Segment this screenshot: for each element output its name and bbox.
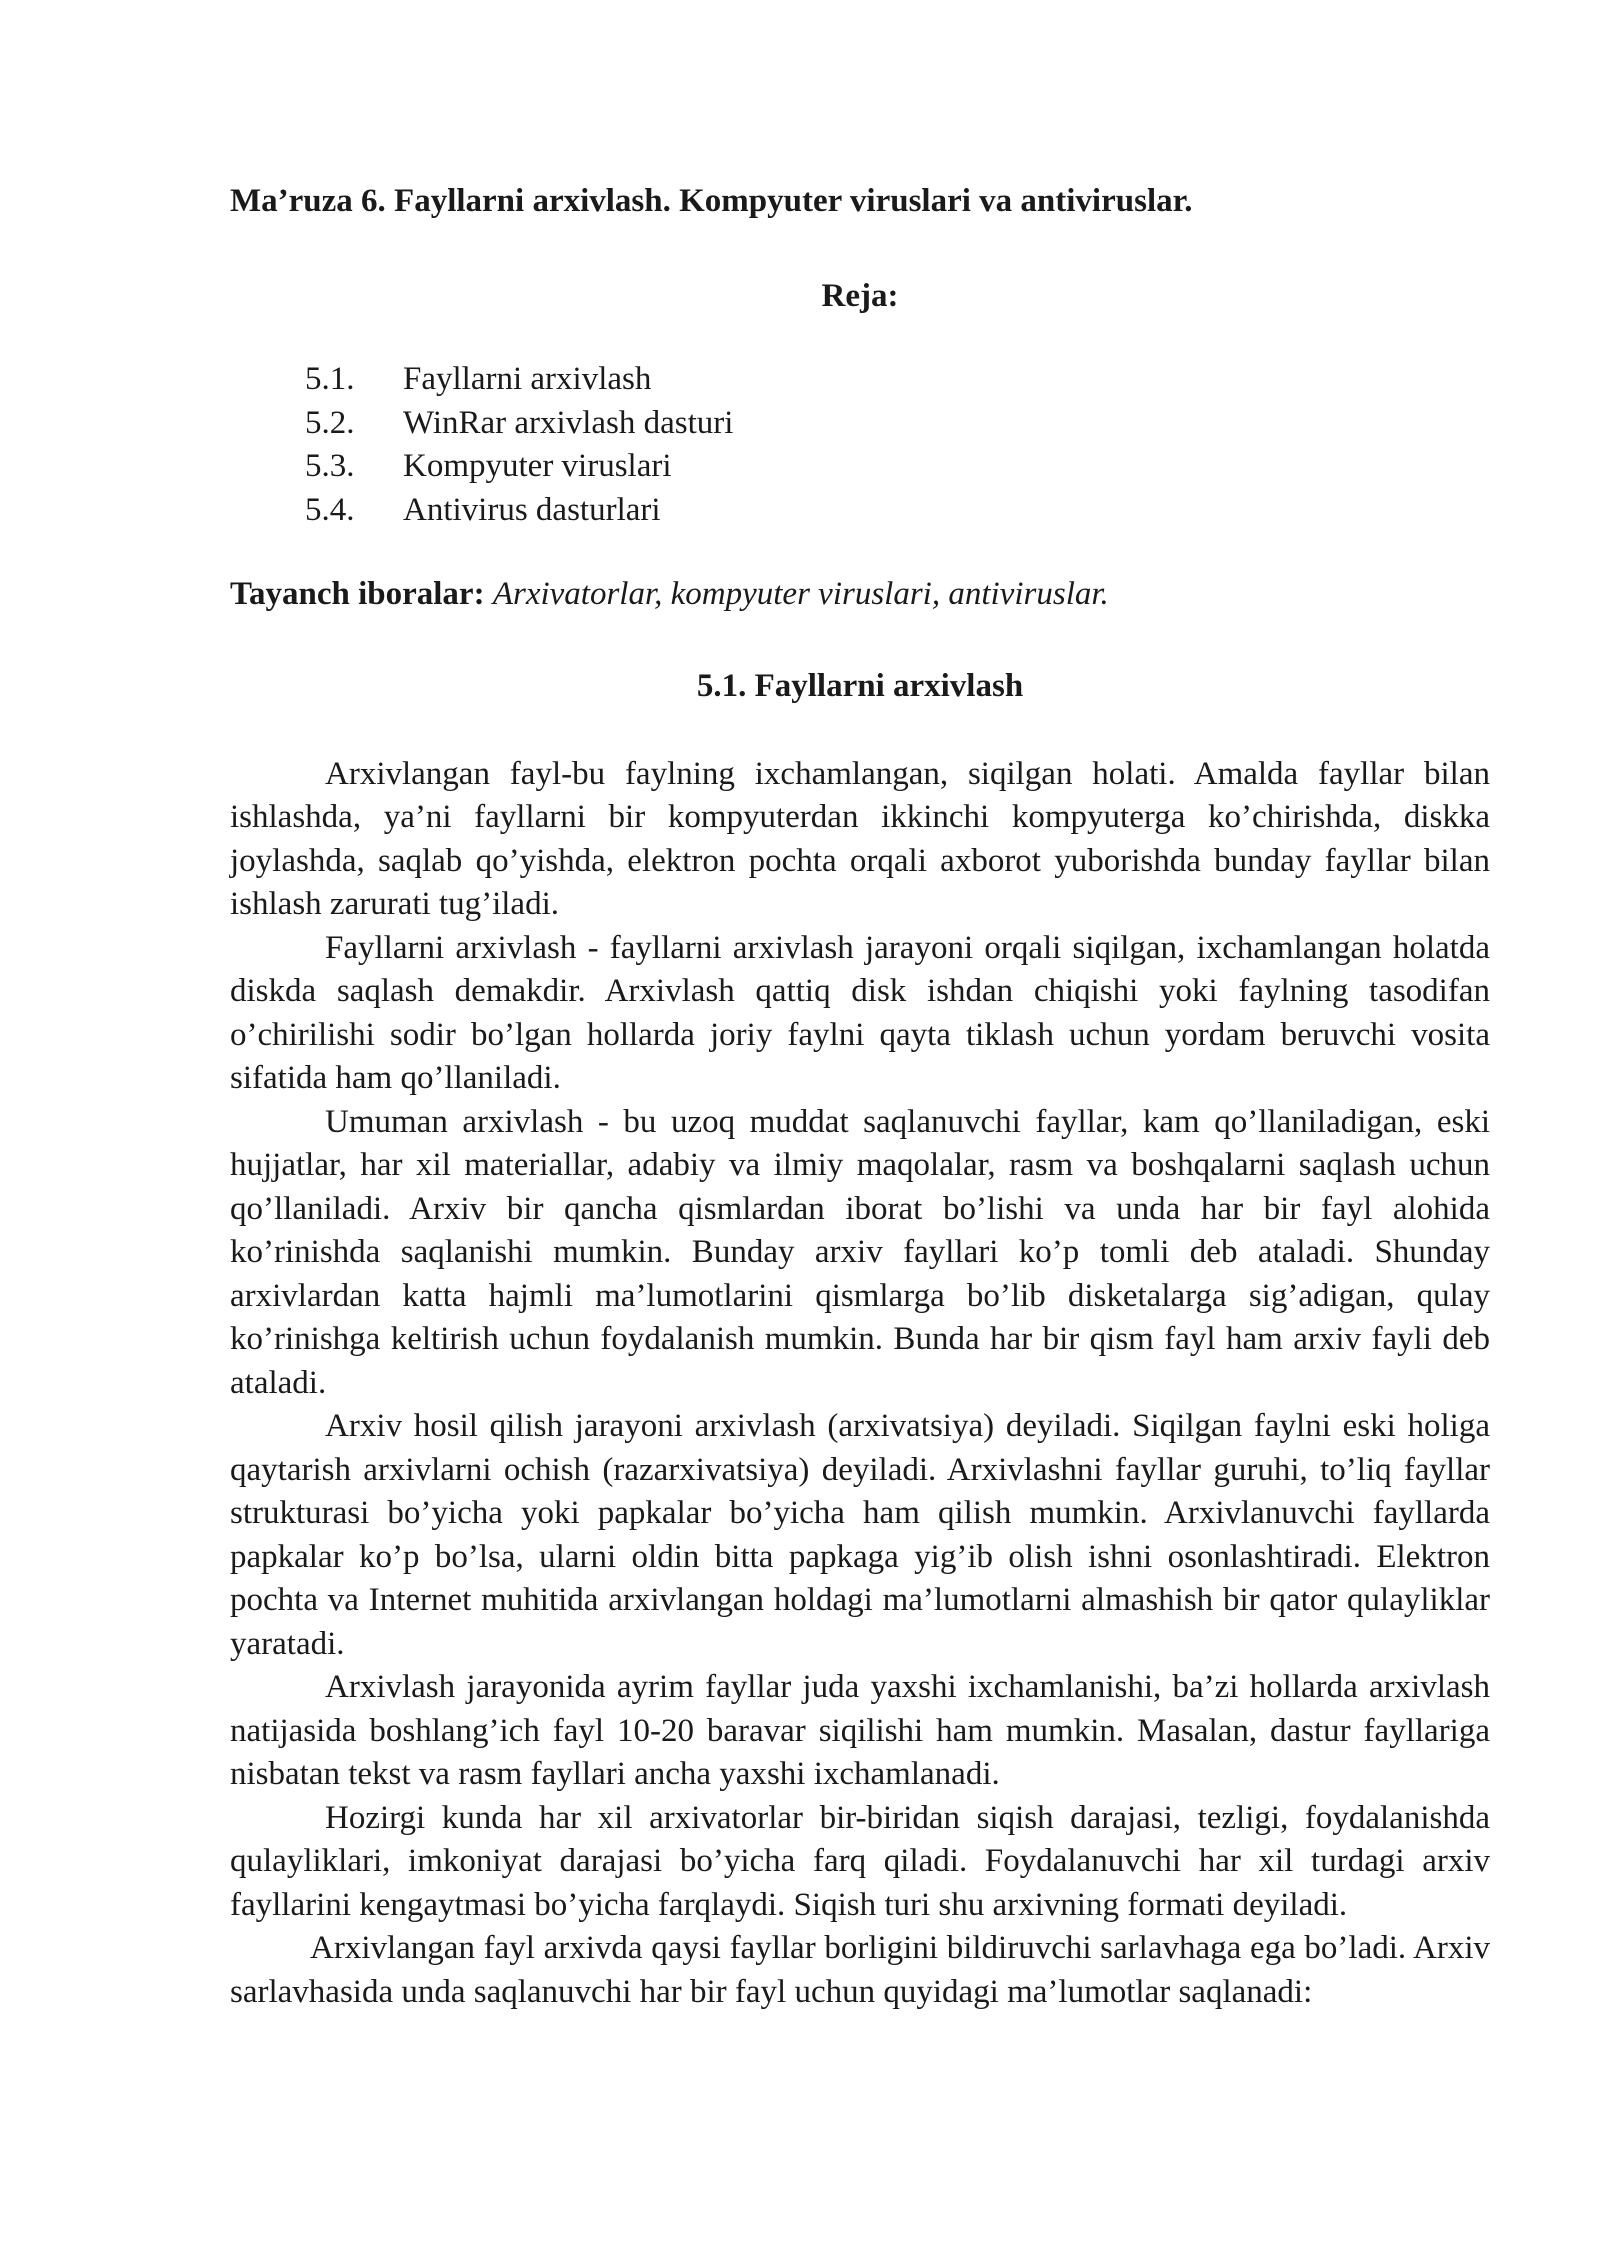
paragraph: Arxiv hosil qilish jarayoni arxivlash (arxivatsiya) deyiladi. Siqilgan faylni eski holiga qaytarish arxivlarni ochish (razarxivatsiya) deyiladi. Arxivlashni fayllar guruhi, to’liq fayllar strukturasi bo’yicha yoki papkalar bo’yicha ham qilish mumkin. Arxivlanuvchi fayllarda papkalar ko’p bo’lsa, ularni oldin bitta papkaga yig’ib olish ishni osonlashtiradi. Elektron pochta va Internet muhitida arxivlangan holdagi ma’lumotlarni almashish bir qator qulayliklar yaratadi. (230, 1408, 1490, 1662)
keywords-label: Tayanch iboralar: (230, 576, 485, 612)
keywords-line (230, 573, 1490, 617)
plan-item (230, 402, 1490, 446)
plan-item-number: 5.3. (305, 448, 355, 484)
plan-list (230, 358, 1490, 532)
keywords-text: Arxivatorlar, kompyuter viruslari, antiviruslar. (492, 576, 1109, 612)
plan-item (230, 445, 1490, 489)
plan-item-label: Antivirus dasturlari (403, 491, 661, 528)
body-text (230, 753, 1490, 2015)
plan-item-number: 5.2. (305, 404, 355, 441)
plan-item-number: 5.4. (305, 491, 355, 528)
plan-item-number: 5.1. (305, 361, 355, 397)
paragraph: Umuman arxivlash - bu uzoq muddat saqlanuvchi fayllar, kam qo’llaniladigan, eski hujjatlar, har xil materiallar, adabiy va ilmiy maqolalar, rasm va boshqalarni saqlash uchun qo’llaniladi. Arxiv bir qancha qismlardan iborat bo’lishi va unda har bir fayl alohida ko’rinishda saqlanishi mumkin. Bunday arxiv fayllari ko’p tomli deb ataladi. Shunday arxivlardan katta hajmli ma’lumotlarini qismlarga bo’lib disketalarga sig’adigan, qulay ko’rinishga keltirish uchun foydalanish mumkin. Bunda har bir qism fayl ham arxiv fayli deb ataladi. (230, 1103, 1490, 1401)
plan-item-label: WinRar arxivlash dasturi (403, 404, 734, 441)
plan-item (230, 489, 1490, 533)
plan-item-label: Fayllarni arxivlash (403, 361, 652, 397)
document-page (230, 180, 1490, 2014)
plan-item-label: Kompyuter viruslari (403, 448, 672, 484)
paragraph: Hozirgi kunda har xil arxivatorlar bir-biridan siqish darajasi, tezligi, foydalanishda qulayliklari, imkoniyat darajasi bo’yicha farq qiladi. Foydalanuvchi har xil turdagi arxiv fayllarini kengaytmasi bo’yicha farqlaydi. Siqish turi shu arxivning formati deyiladi. (230, 1799, 1490, 1923)
plan-heading: Reja: (821, 278, 899, 314)
paragraph: Arxivlash jarayonida ayrim fayllar juda yaxshi ixchamlanishi, ba’zi hollarda arxivlash natijasida boshlang’ich fayl 10-20 baravar siqilishi ham mumkin. Masalan, dastur fayllariga nisbatan tekst va rasm fayllari ancha yaxshi ixchamlanadi. (230, 1669, 1490, 1792)
paragraph: Arxivlangan fayl-bu faylning ixchamlangan, siqilgan holati. Amalda fayllar bilan ishlashda, ya’ni fayllarni bir kompyuterdan ikkinchi kompyuterga ko’chirishda, diskka joylashda, saqlab qo’yishda, elektron pochta orqali axborot yuborishda bunday fayllar bilan ishlash zarurati tug’iladi. (230, 755, 1490, 922)
paragraph: Arxivlangan fayl arxivda qaysi fayllar borligini bildiruvchi sarlavhaga ega bo’ladi. Arxiv sarlavhasida unda saqlanuvchi har bir fayl uchun quyidagi ma’lumotlar saqlanadi: (230, 1930, 1490, 2010)
plan-item (230, 358, 1490, 402)
lecture-title: Ma’ruza 6. Fayllarni arxivlash. Kompyuter viruslari va antiviruslar. (230, 183, 1193, 219)
paragraph: Fayllarni arxivlash - fayllarni arxivlash jarayoni orqali siqilgan, ixchamlangan holatda diskda saqlash demakdir. Arxivlash qattiq disk ishdan chiqishi yoki faylning tasodifan o’chirilishi sodir bo’lgan hollarda joriy faylni qayta tiklash uchun yordam beruvchi vosita sifatida ham qo’llaniladi. (230, 929, 1490, 1096)
section-heading: 5.1. Fayllarni arxivlash (696, 667, 1024, 704)
